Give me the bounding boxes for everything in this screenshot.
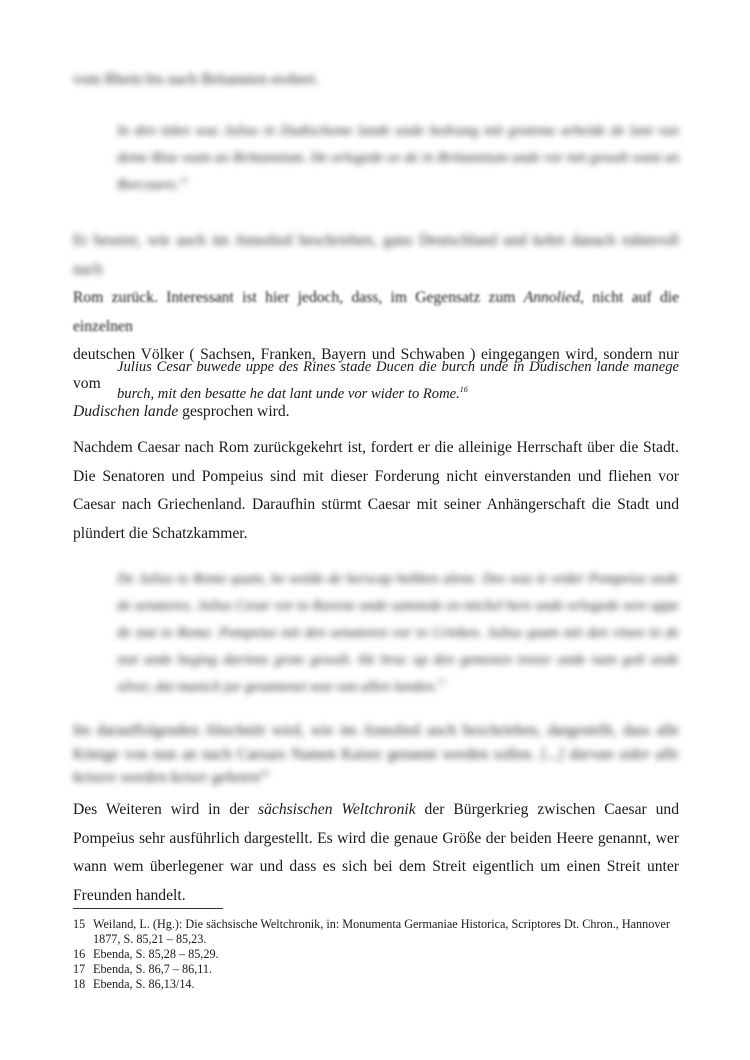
footnote-number: 17: [73, 962, 86, 976]
emphasis-annolied: Annolied: [523, 289, 581, 306]
paragraph-2-line-2-text: Rom zurück. Interessant ist hier jedoch, dass, im Gegensatz zum: [73, 289, 516, 306]
footnote-17: [73, 962, 679, 977]
quote-blurred-1: [117, 118, 679, 199]
emphasis-saechsische-weltchronik: sächsischen Weltchronik: [258, 801, 416, 818]
paragraph-4-pre: Des Weiteren wird in der: [73, 801, 259, 818]
footnote-text: Weiland, L. (Hg.): Die sächsische Weltchronik, in: Monumenta Germaniae Historica, Scriptores Dt. Chron., Hannover 1877, S. 85,21 – 85,23.: [93, 917, 670, 946]
paragraph-2-line-2-end: , nicht auf die einzelnen: [73, 289, 679, 335]
footnote-ref-16: 16: [459, 385, 468, 395]
footnote-text: Ebenda, S. 86,7 – 86,11.: [93, 962, 213, 976]
quote-blurred-1-text: In den tiden was Julius in Dudischeme lande unde bedvang mit groteme arbeide de lant van deme Rine want an Brittannium. He orlogede ov de in Brittannium unde vor mit gewalt want an Borcsuere.: [117, 123, 679, 193]
paragraph-2-line-4-end: gesprochen wird.: [178, 403, 290, 420]
quote-blurred-3-text: De Julius to Rome quam, he wolde de herscap hebben alene. Des was ie wider Pompeius unde de senatores. Julius Cesar vor to Ravene unde samnede en michel here unde orlogede sere uppe de stat to Rome. Pompeius mit den senatoren vor to Crieken. Julius quam mit den vinen in de stat unde beging darinne grote gewalt. He brac up den gemenen trezor unde nam golt unde silver, dat manich jar gesamenet was van allen landen.: [117, 571, 679, 695]
paragraph-2-line-1: Er besetzt, wie auch im Annolied beschrieben, ganz Deutschland und kehrt danach ruhmvoll nach: [73, 232, 679, 278]
footnote-18: [73, 977, 679, 992]
paragraph-2-line-3: deutschen Völker ( Sachsen, Franken, Bayern und Schwaben ) eingegangen wird, sondern nur vom: [73, 346, 679, 392]
footnote-15: [73, 917, 679, 947]
paragraph-blurred-top: vom Rhein bis nach Britannien erobert.: [73, 71, 319, 88]
footnote-separator: [73, 908, 223, 909]
paragraph-4: [73, 796, 679, 910]
quote-blurred-3: [117, 566, 679, 701]
quote-2: [117, 354, 679, 408]
footnote-ref-14: 14: [179, 176, 188, 186]
emphasis-dudischen-lande: Dudischen lande: [73, 403, 179, 420]
footnote-ref-18: 18: [260, 768, 269, 778]
footnote-number: 16: [73, 947, 86, 961]
footnote-16: [73, 947, 679, 962]
paragraph-4-post: der Bürgerkrieg zwischen Caesar und Pompeius sehr ausführlich dargestellt. Es wird die genaue Größe der beiden Heere genannt, wer wann wem überlegener war und dass es sich bei dem Streit eigentlich um einen Streit unter Freunden handelt.: [73, 801, 679, 904]
paragraph-blurred-4-text: Im darauffolgenden Abschnitt wird, wie im Annolied auch beschrieben, dargestellt, dass alle Könige von nun an nach Caesars Namen Kaiser genannt werden sollen.: [73, 722, 679, 763]
footnote-ref-17: 17: [437, 678, 446, 688]
footnote-number: 18: [73, 977, 86, 991]
paragraph-3: Nachdem Caesar nach Rom zurückgekehrt ist, fordert er die alleinige Herrschaft über die Stadt. Die Senatoren und Pompeius sind mit dieser Forderung nicht einverstanden und fliehen vor Caesar nach Griechenland. Daraufhin stürmt Caesar mit seiner Anhängerschaft die Stadt und plündert die Schatzkammer.: [73, 439, 679, 542]
footnote-text: Ebenda, S. 86,13/14.: [93, 977, 195, 991]
paragraph-blurred-4: [73, 719, 679, 790]
footnote-text: Ebenda, S. 85,28 – 85,29.: [93, 947, 219, 961]
paragraph-blurred-4-quote: [...] darvan sider alle keisere worden keiser geheten: [73, 745, 680, 786]
footnote-number: 15: [73, 917, 86, 931]
quote-2-text: Julius Cesar buwede uppe des Rines stade Ducen die burch unde in Dudischen lande manege burch, mit den besatte he dat lant unde vor wider to Rome.: [117, 359, 679, 402]
paragraph-2-line-2: [73, 284, 679, 341]
